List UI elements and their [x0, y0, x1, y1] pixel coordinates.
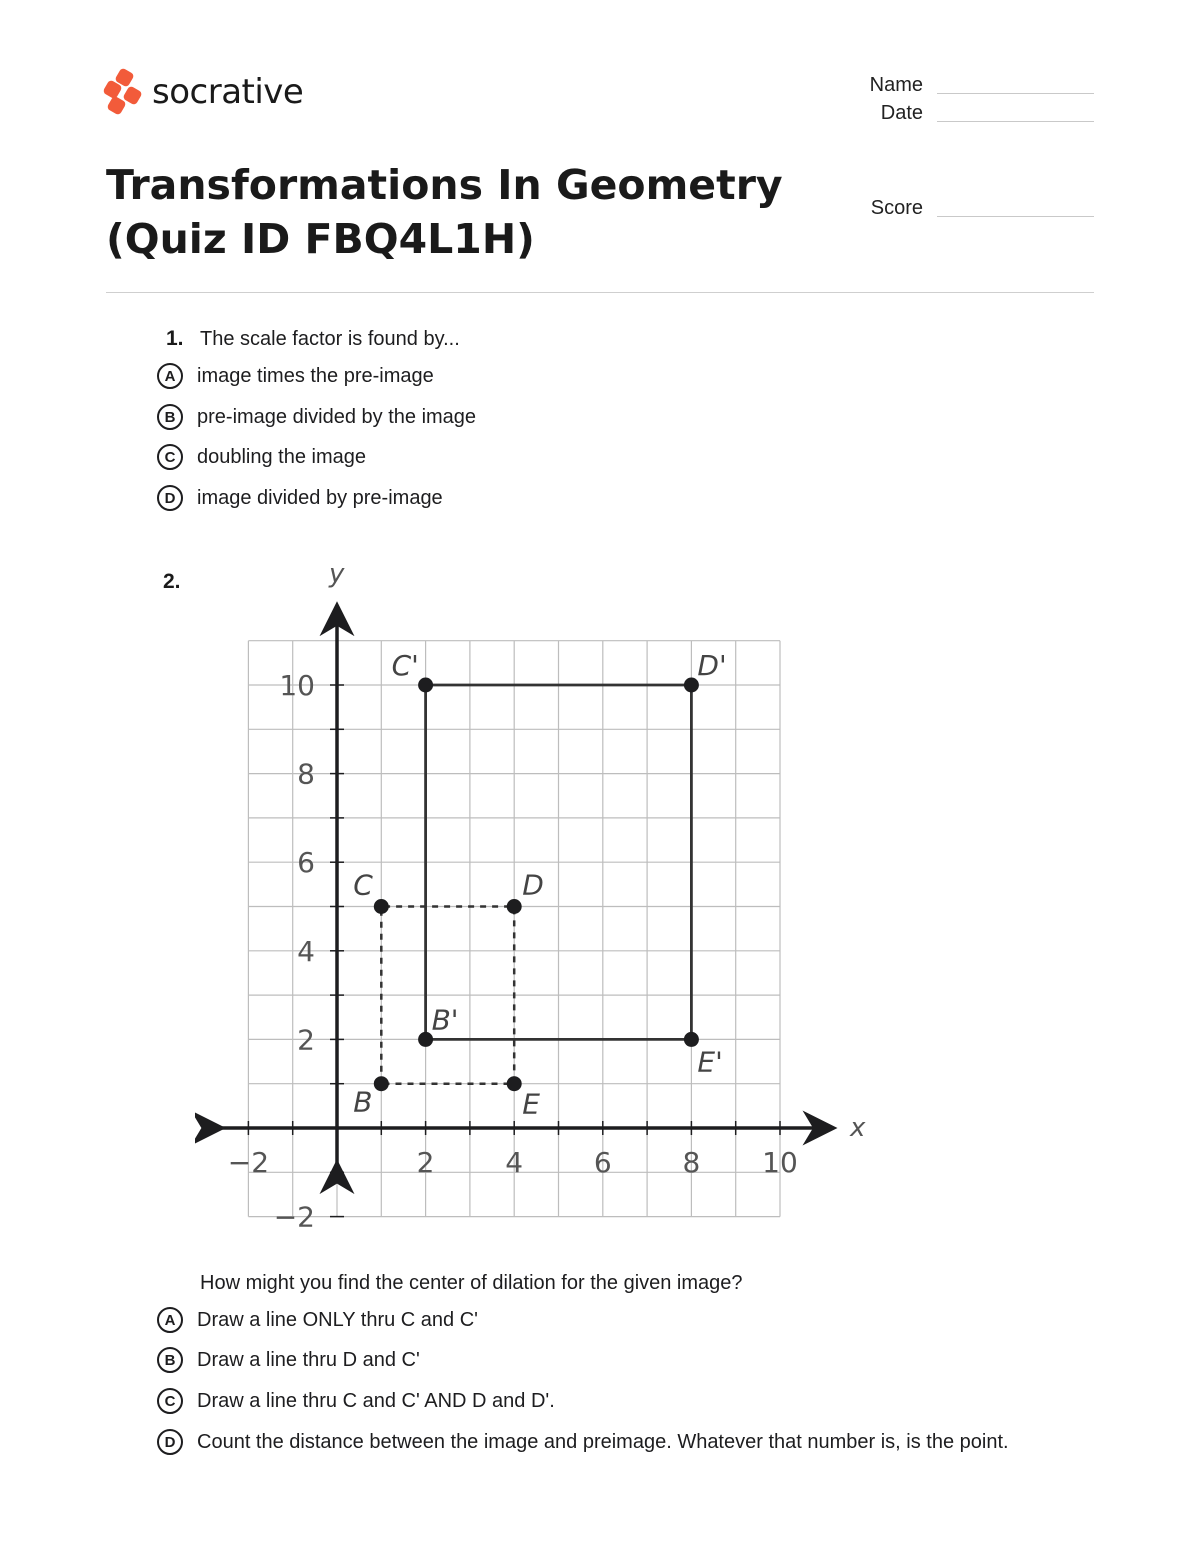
choice-text: Draw a line thru C and C' AND D and D'. — [197, 1389, 555, 1412]
date-field[interactable] — [937, 121, 1094, 122]
choice-text: image times the pre-image — [197, 364, 434, 387]
y-tick-label: 10 — [279, 669, 315, 702]
header-divider — [106, 292, 1094, 293]
choice-text: Draw a line thru D and C' — [197, 1348, 420, 1371]
choice-text: Draw a line ONLY thru C and C' — [197, 1308, 478, 1331]
answer-choice[interactable] — [157, 442, 366, 472]
question-text: The scale factor is found by... — [200, 328, 460, 350]
vertex-point — [507, 1076, 522, 1091]
answer-choice[interactable] — [157, 1345, 420, 1375]
brand-name: socrative — [152, 72, 304, 112]
y-tick-label: −2 — [273, 1200, 315, 1234]
question-text: How might you find the center of dilation for the given image? — [200, 1272, 743, 1294]
choice-text: doubling the image — [197, 445, 367, 468]
vertex-point — [507, 899, 522, 914]
y-axis-label: y — [329, 560, 345, 589]
choice-letter-badge: A — [157, 363, 183, 389]
vertex-label: D' — [697, 649, 727, 682]
choice-letter-badge: B — [157, 1347, 183, 1373]
y-tick-label: 8 — [297, 757, 315, 791]
answer-choice[interactable] — [157, 402, 476, 432]
x-tick-label: 6 — [593, 1146, 612, 1179]
vertex-label: E — [522, 1087, 540, 1121]
answer-choice[interactable] — [157, 1305, 478, 1335]
quiz-title: Transformations In Geometry (Quiz ID FBQ4L1H) — [106, 161, 783, 263]
choice-text: image divided by pre-image — [197, 486, 443, 509]
question-number: 1. — [166, 327, 184, 350]
y-tick-label: 2 — [297, 1023, 315, 1057]
vertex-point — [374, 899, 389, 914]
score-field[interactable] — [937, 216, 1094, 217]
choice-text: pre-image divided by the image — [197, 405, 477, 428]
graph-labels — [228, 560, 866, 1234]
choice-text: Count the distance between the image and preimage. Whatever that number is, is the point. — [197, 1430, 1009, 1453]
choice-letter-badge: D — [157, 1429, 183, 1455]
x-tick-label: 2 — [416, 1146, 435, 1179]
date-label: Date — [880, 102, 923, 124]
vertex-label: B' — [431, 1003, 459, 1037]
score-label: Score — [870, 197, 923, 219]
vertex-label: B — [353, 1085, 373, 1119]
choice-letter-badge: B — [157, 404, 183, 430]
answer-choice[interactable] — [157, 483, 443, 513]
x-tick-label: −2 — [227, 1146, 270, 1179]
name-field[interactable] — [937, 93, 1094, 94]
answer-choice[interactable] — [157, 361, 434, 391]
x-tick-label: 4 — [505, 1146, 524, 1179]
x-tick-label: 8 — [682, 1146, 701, 1179]
question-number: 2. — [163, 570, 181, 593]
coordinate-graph — [195, 560, 875, 1272]
answer-choice[interactable] — [157, 1427, 1009, 1457]
choice-letter-badge: A — [157, 1307, 183, 1333]
answer-choice[interactable] — [157, 1386, 555, 1416]
vertex-label: D — [522, 868, 544, 902]
x-tick-label: 10 — [762, 1146, 798, 1179]
choice-letter-badge: C — [157, 444, 183, 470]
vertex-label: C' — [391, 649, 419, 682]
vertex-point — [418, 678, 433, 693]
name-label: Name — [869, 74, 923, 96]
vertex-label: C — [353, 868, 373, 902]
socrative-logo — [105, 68, 303, 116]
choice-letter-badge: C — [157, 1388, 183, 1414]
socrative-logo-icon — [105, 68, 143, 116]
choice-letter-badge: D — [157, 485, 183, 511]
x-axis-label: x — [850, 1113, 866, 1143]
vertex-point — [374, 1076, 389, 1091]
vertex-label: E' — [697, 1045, 723, 1079]
y-tick-label: 4 — [297, 934, 315, 968]
y-tick-label: 6 — [297, 846, 315, 880]
